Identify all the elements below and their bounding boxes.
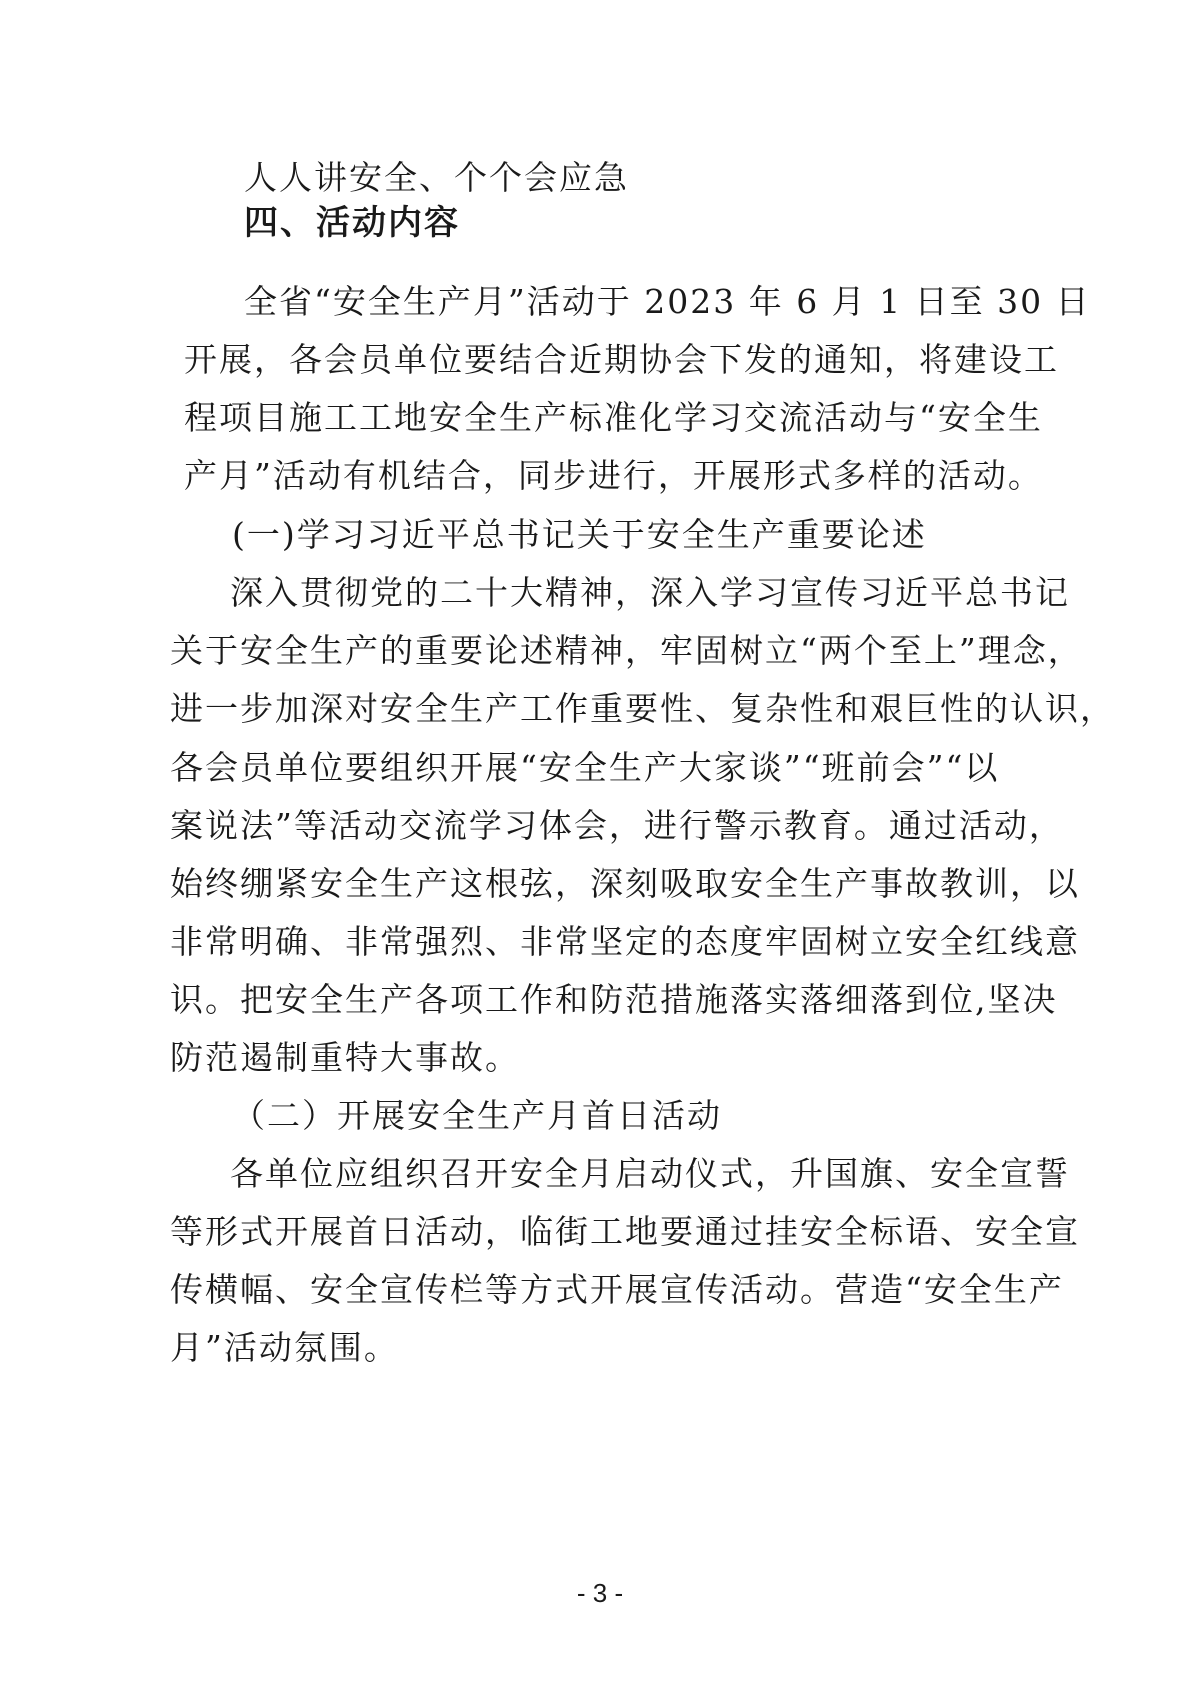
paragraph-line: 防范遏制重特大事故。 [170,1038,520,1077]
paragraph-line: 等形式开展首日活动，临街工地要通过挂安全标语、安全宣 [170,1212,1080,1251]
paragraph-line: 开展，各会员单位要结合近期协会下发的通知，将建设工 [184,340,1059,379]
slogan-line: 人人讲安全、个个会应急 [244,158,629,197]
paragraph-line: 各单位应组织召开安全月启动仪式，升国旗、安全宣誓 [230,1154,1070,1193]
paragraph-line: 全省“安全生产月”活动于 2023 年 6 月 1 日至 30 日 [244,282,1091,321]
paragraph-line: 产月”活动有机结合，同步进行，开展形式多样的活动。 [184,456,1043,495]
paragraph-line: 深入贯彻党的二十大精神，深入学习宣传习近平总书记 [230,573,1070,612]
paragraph-line: 程项目施工工地安全生产标准化学习交流活动与“安全生 [184,398,1043,437]
paragraph-line: 进一步加深对安全生产工作重要性、复杂性和艰巨性的认识， [170,689,1115,728]
section-heading: 四、活动内容 [244,203,460,243]
page-number: - 3 - [576,1578,624,1608]
paragraph-line: 各会员单位要组织开展“安全生产大家谈”“班前会”“以 [170,748,1000,787]
paragraph-line: 传横幅、安全宣传栏等方式开展宣传活动。营造“安全生产 [170,1270,1064,1309]
paragraph-line: 关于安全生产的重要论述精神，牢固树立“两个至上”理念， [170,631,1083,670]
subsection-1-title: (一)学习习近平总书记关于安全生产重要论述 [232,515,927,554]
subsection-2-title: （二）开展安全生产月首日活动 [232,1096,722,1135]
paragraph-line: 案说法”等活动交流学习体会，进行警示教育。通过活动， [170,806,1064,845]
paragraph-line: 识。把安全生产各项工作和防范措施落实落细落到位,坚决 [170,980,1058,1019]
paragraph-line: 月”活动氛围。 [170,1328,399,1367]
paragraph-line: 始终绷紧安全生产这根弦，深刻吸取安全生产事故教训，以 [170,864,1080,903]
paragraph-line: 非常明确、非常强烈、非常坚定的态度牢固树立安全红线意 [170,922,1080,961]
